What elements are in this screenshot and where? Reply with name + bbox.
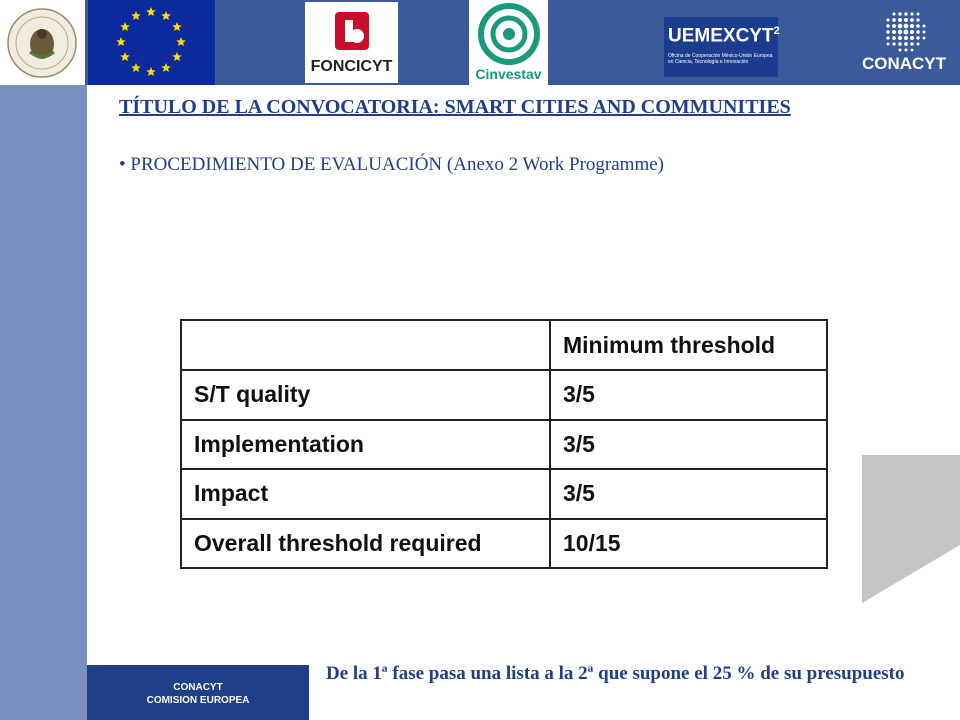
conacyt-dot-icon [898,24,903,29]
conacyt-dot-icon [892,42,895,45]
slide-title: TÍTULO DE LA CONVOCATORIA: SMART CITIES AND COMMUNITIES [119,96,791,118]
table-row [181,420,827,470]
conacyt-dot-icon [910,24,914,28]
left-sidebar-bar [0,85,87,665]
conacyt-dot-icon [916,24,920,28]
mexico-seal-icon [0,0,85,85]
conacyt-dot-icon [923,37,926,40]
eu-star-icon [172,52,182,61]
conacyt-dot-icon [898,12,901,15]
conacyt-dot-icon [910,42,913,45]
conacyt-dot-icon [898,18,902,22]
cinvestav-label: Cinvestav [475,66,542,82]
decorative-triangle [862,455,960,603]
table-header-cell: Minimum threshold [550,320,827,370]
footer-note: De la 1ª fase pasa una lista a la 2ª que supone el 25 % de su presupuesto [326,663,905,684]
conacyt-dot-icon [910,36,914,40]
conacyt-dot-icon [904,36,908,40]
eu-star-icon [172,22,182,31]
mexico-seal-logo [0,0,85,85]
conacyt-dot-icon [904,18,908,22]
threshold-cell: 3/5 [550,370,827,420]
conacyt-dot-icon [892,30,896,34]
footer-corner [0,665,87,720]
conacyt-dot-icon [911,49,914,52]
threshold-table-grid [180,319,828,569]
eu-star-icon [176,37,186,46]
conacyt-dot-icon [904,42,908,46]
conacyt-logo [848,0,960,85]
conacyt-dot-icon [904,12,907,15]
conacyt-dot-icon [887,43,890,46]
criterion-cell: Impact [181,469,550,519]
eu-star-icon [146,67,156,76]
criterion-cell: Overall threshold required [181,519,550,569]
evaluation-procedure-bullet: • PROCEDIMIENTO DE EVALUACIÓN (Anexo 2 Work Programme) [119,154,664,175]
conacyt-dot-icon [892,18,896,22]
footer-line-2: COMISION EUROPEA [146,695,250,706]
conacyt-dot-icon [916,36,919,39]
conacyt-dot-icon [892,12,895,15]
eu-flag-logo [88,0,215,85]
eu-stars-icon [88,0,215,85]
foncicyt-logo [305,2,398,83]
threshold-cell: 10/15 [550,519,827,569]
criterion-cell: S/T quality [181,370,550,420]
conacyt-dot-icon [916,42,919,45]
conacyt-dot-icon [892,24,896,28]
eu-star-icon [131,63,141,72]
conacyt-dot-icon [899,49,902,52]
conacyt-dot-icon [910,30,914,34]
criterion-cell: Implementation [181,420,550,470]
conacyt-dot-icon [904,30,909,35]
triangle-shape-icon [862,455,960,603]
conacyt-dot-icon [886,36,889,39]
cinvestav-logo [469,0,548,85]
eu-star-icon [116,37,126,46]
conacyt-dot-icon [916,18,919,21]
conacyt-dot-icon [886,30,889,33]
conacyt-dot-icon [917,13,920,16]
conacyt-dot-icon [886,24,889,27]
threshold-cell: 3/5 [550,420,827,470]
conacyt-dot-icon [904,24,909,29]
footer-left-panel [87,665,309,720]
table-header-cell [181,320,550,370]
eu-star-icon [161,11,171,20]
conacyt-dot-icon [910,18,914,22]
conacyt-dot-icon [898,42,902,46]
threshold-table [180,319,828,569]
uemexcyt-name: UEMEXCYT [668,25,774,47]
uemexcyt-subtitle: Oficina de Cooperación México-Unión Europea en Ciencia, Tecnología e Innovación [668,53,773,65]
eu-star-icon [120,52,130,61]
table-header-row [181,320,827,370]
conacyt-dot-icon [910,12,913,15]
uemexcyt-label [668,25,782,47]
conacyt-dot-icon [923,25,926,28]
conacyt-dot-icon [892,36,896,40]
eu-star-icon [120,22,130,31]
uemexcyt-superscript: 2 [773,25,780,37]
foncicyt-label: FONCICYT [310,58,393,75]
table-row [181,519,827,569]
conacyt-dot-icon [916,30,920,34]
conacyt-dot-icon [886,18,889,21]
conacyt-dot-icon [904,48,907,51]
threshold-cell: 3/5 [550,469,827,519]
footer-line-1: CONACYT [173,682,223,693]
table-row [181,469,827,519]
eu-star-icon [131,11,141,20]
uemexcyt-logo [664,17,778,77]
conacyt-dot-icon [898,36,902,40]
conacyt-dots-icon [848,0,960,60]
eu-star-icon [161,63,171,72]
eu-star-icon [146,7,156,16]
conacyt-dot-icon [898,30,903,35]
conacyt-label: CONACYT [861,54,947,73]
conacyt-dot-icon [922,30,925,33]
table-row [181,370,827,420]
